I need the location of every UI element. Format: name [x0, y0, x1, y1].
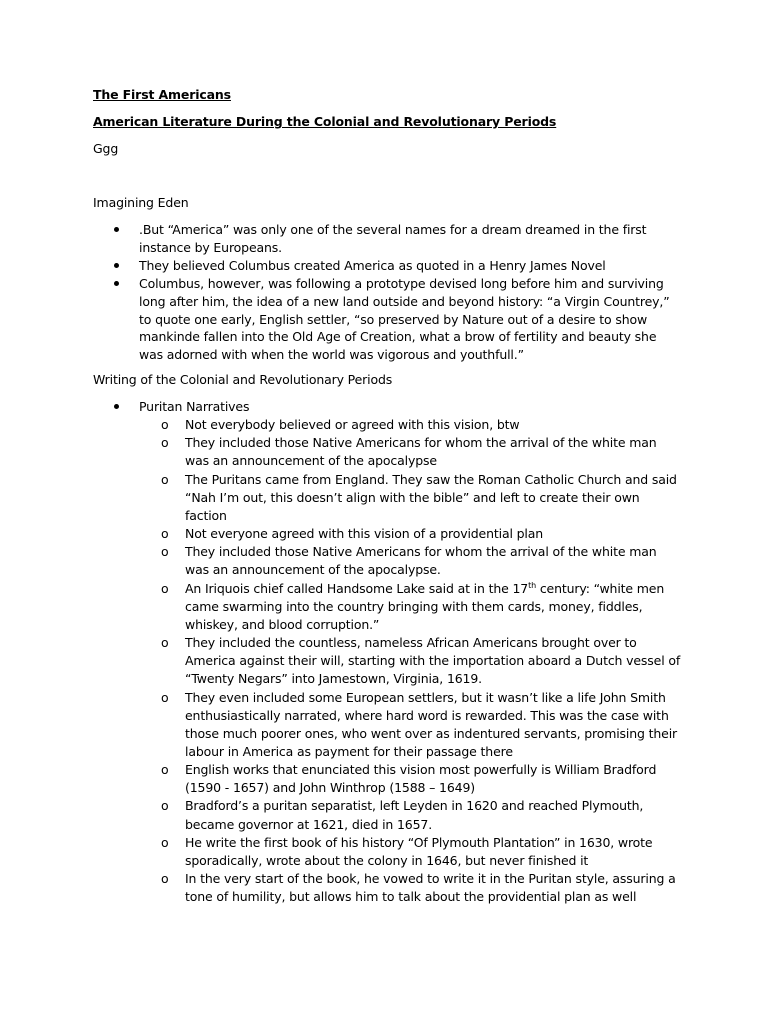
sublist-item — [93, 471, 683, 525]
circle-bullet-icon: o — [161, 635, 169, 651]
circle-bullet-icon: o — [161, 544, 169, 560]
puritan-narratives-sublist — [139, 416, 683, 906]
list-item-text: .But “America” was only one of the several names for a dream dreamed in the first instance by Europeans. — [139, 222, 647, 255]
circle-bullet-icon: o — [161, 762, 169, 778]
sublist-item — [93, 870, 683, 906]
circle-bullet-icon: o — [161, 834, 169, 850]
sublist-item-text: They even included some European settlers, but it wasn’t like a life John Smith enthusiastically narrated, where hard word is rewarded. This was the case with those much poorer ones, who went over as indentured servants, promising their labour in America as payment for their passage there — [185, 689, 678, 759]
list-item — [93, 221, 683, 257]
section-heading-imagining-eden: Imagining Eden — [93, 195, 189, 210]
circle-bullet-icon: o — [161, 580, 169, 596]
list-item-text: They believed Columbus created America as quoted in a Henry James Novel — [139, 257, 606, 273]
sublist-item-text: In the very start of the book, he vowed to write it in the Puritan style, assuring a tone of humility, but allows him to talk about the providential plan as well — [185, 871, 676, 905]
sublist-item-text: Not everybody believed or agreed with this vision, btw — [185, 417, 520, 433]
iroquois-text-before: An Iriquois chief called Handsome Lake said at in the 17 — [185, 580, 529, 596]
sublist-item-text: The Puritans came from England. They saw the Roman Catholic Church and said “Nah I’m out, this doesn’t align with the bible” and left to create their own faction — [185, 471, 677, 523]
note-text: Ggg — [93, 141, 119, 156]
imagining-eden-list — [93, 221, 683, 364]
sublist-item-text: They included those Native Americans for whom the arrival of the white man was an announcement of the apocalypse — [185, 435, 657, 469]
iroquois-text-after: century: “white men came swarming into the country bringing with them cards, money, fiddles, whiskey, and blood corruption.” — [185, 580, 665, 632]
list-item — [93, 275, 683, 365]
sublist-item-text: They included those Native Americans for whom the arrival of the white man was an announcement of the apocalypse. — [185, 544, 657, 578]
sublist-item-text: They included the countless, nameless African Americans brought over to America against their will, starting with the importation aboard a Dutch vessel of “Twenty Negars” into Jamestown, Virginia, 1619. — [185, 635, 681, 687]
writing-list — [93, 398, 683, 906]
sublist-item — [93, 634, 683, 688]
ordinal-superscript: th — [528, 580, 536, 590]
circle-bullet-icon: o — [161, 471, 169, 487]
sublist-item — [93, 434, 683, 470]
bullet-icon — [114, 404, 119, 409]
sublist-item — [93, 525, 683, 543]
bullet-icon — [114, 227, 119, 232]
sublist-item — [93, 834, 683, 870]
list-item — [93, 257, 683, 275]
sublist-item-text: Not everyone agreed with this vision of a providential plan — [185, 526, 543, 542]
sublist-item-text: Bradford’s a puritan separatist, left Leyden in 1620 and reached Plymouth, became governor at 1621, died in 1657. — [185, 798, 644, 832]
list-item — [93, 398, 683, 906]
sublist-item — [93, 761, 683, 797]
sublist-item — [93, 416, 683, 434]
bullet-icon — [114, 281, 119, 286]
sublist-item — [93, 797, 683, 833]
circle-bullet-icon: o — [161, 417, 169, 433]
list-item-text: Columbus, however, was following a prototype devised long before him and surviving long after him, the idea of a new land outside and beyond history: “a Virgin Countrey,” to quote one early, English settler, “so preserved by Nature out of a desire to show mankinde fallen into the Old Age of Creation, what a brow of fertility and beauty she was adorned with when the world was vigorous and youthfull.” — [139, 275, 670, 363]
document-subtitle: American Literature During the Colonial and Revolutionary Periods — [93, 114, 557, 129]
sublist-item-text — [185, 581, 664, 632]
sublist-item-text: He write the first book of his history “Of Plymouth Plantation” in 1630, wrote sporadically, wrote about the colony in 1646, but never finished it — [185, 834, 653, 868]
section-heading-writing: Writing of the Colonial and Revolutionary Periods — [93, 372, 393, 388]
document-title: The First Americans — [93, 87, 231, 102]
circle-bullet-icon: o — [161, 798, 169, 814]
circle-bullet-icon: o — [161, 435, 169, 451]
document-page — [93, 86, 683, 906]
sublist-item — [93, 580, 683, 634]
circle-bullet-icon: o — [161, 526, 169, 542]
sublist-item-text: English works that enunciated this vision most powerfully is William Bradford (1590 - 1657) and John Winthrop (1588 – 1649) — [185, 762, 657, 796]
list-item-text: Puritan Narratives — [139, 399, 250, 415]
bullet-icon — [114, 263, 119, 268]
sublist-item — [93, 689, 683, 762]
sublist-item — [93, 543, 683, 579]
circle-bullet-icon: o — [161, 871, 169, 887]
circle-bullet-icon: o — [161, 689, 169, 705]
